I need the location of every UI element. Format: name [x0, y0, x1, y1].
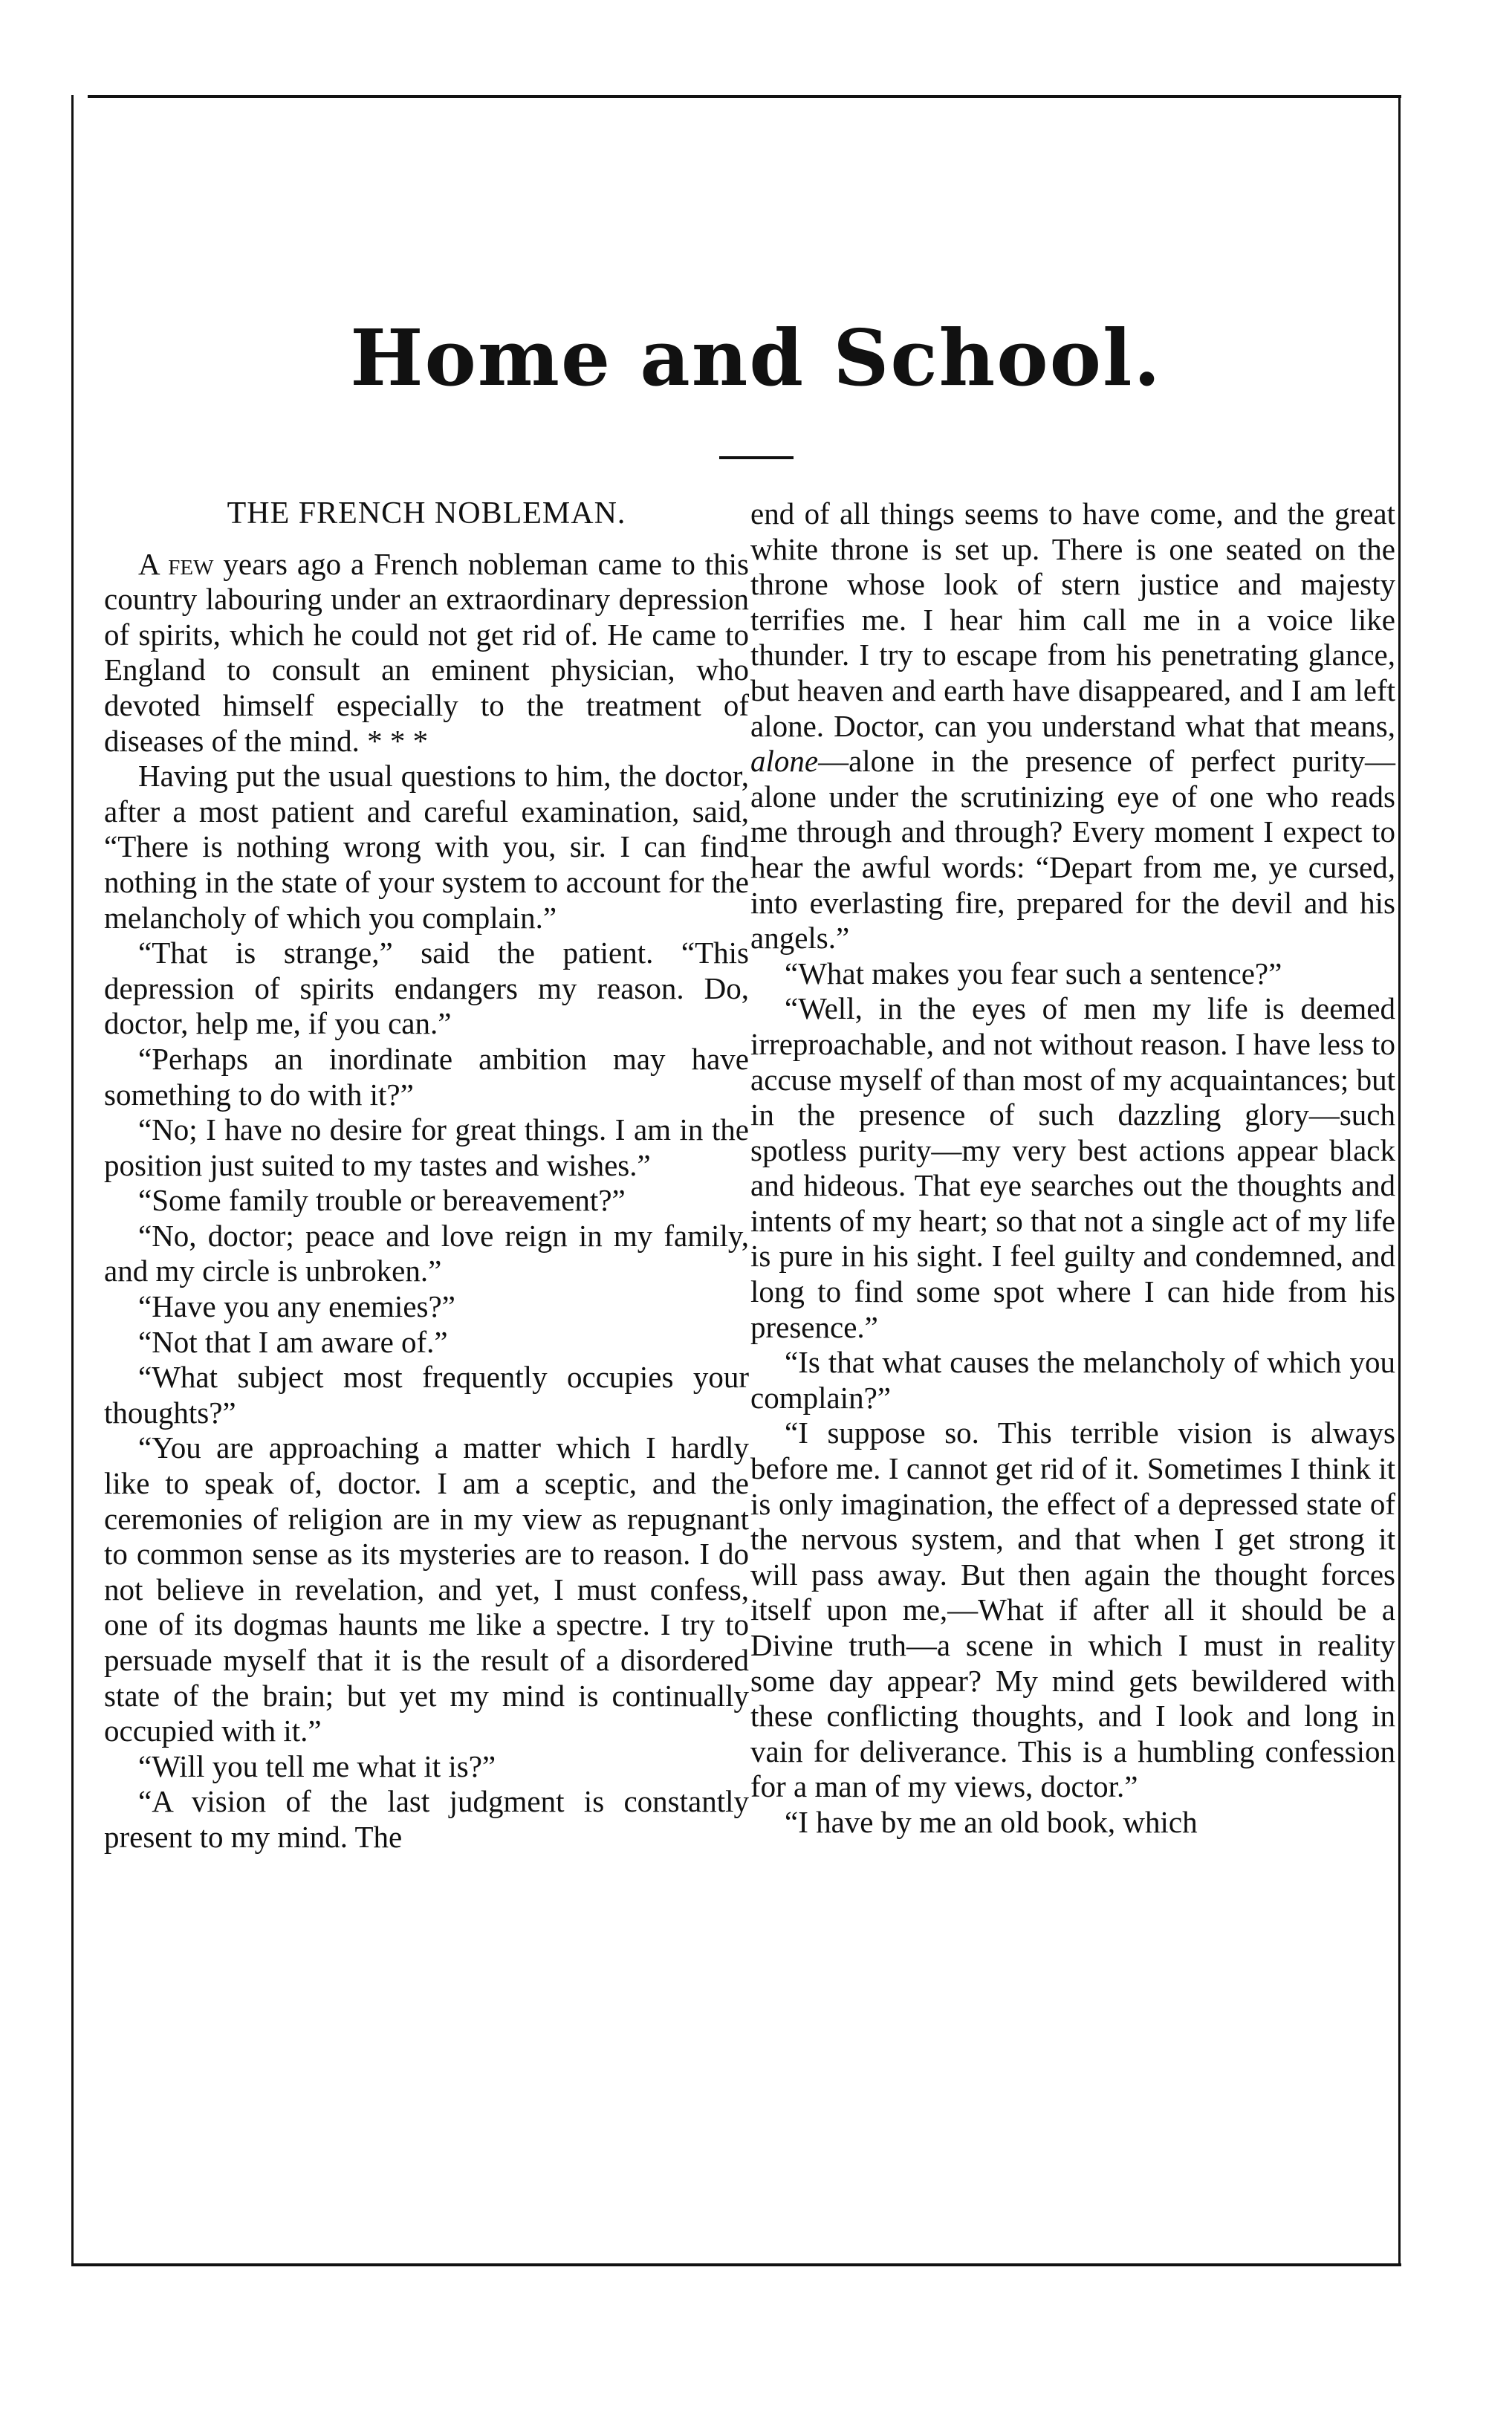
paragraph: “Well, in the eyes of men my life is deemed irreproachable, and not without reason. I have less to accuse myself of than most of my acquaintances; but in the presence of such dazzling glory—such spotless purity—my very best actions appear black and hideous. That eye searches out the thoughts and intents of my heart; so that not a single act of my life is pure in his sight. I feel guilty and condemned, and long to find some spot where I can hide from his presence.”: [750, 991, 1395, 1344]
paragraph: Having put the usual questions to him, the doctor, after a most patient and careful examination, said, “There is nothing wrong with you, sir. I can find nothing in the state of your system to account for the melancholy of which you complain.”: [104, 759, 749, 935]
article-title: THE FRENCH NOBLEMAN.: [227, 496, 626, 531]
page-border-right: [1398, 95, 1401, 2266]
paragraph: “What makes you fear such a sentence?”: [785, 956, 1282, 990]
paragraph-text: —alone in the presence of perfect purity—alone under the scrutinizing eye of one who reads me through and through? Every moment I expect to hear the awful words: “Depart from me, ye cursed, into everlasting fire, prepared for the devil and his angels.”: [750, 744, 1395, 956]
paragraph: [104, 547, 749, 759]
page-border-bottom: [71, 2263, 1401, 2266]
paragraph: “Not that I am aware of.”: [138, 1324, 448, 1359]
heading-divider: [719, 456, 794, 459]
lead-smallcaps: A few: [138, 546, 214, 581]
paragraph: “What subject most frequently occupies your thoughts?”: [104, 1360, 749, 1430]
page-border-top: [88, 95, 1401, 98]
paragraph: “Will you tell me what it is?”: [138, 1748, 496, 1783]
section-heading: Home and School.: [350, 312, 1162, 403]
paragraph-continued: [750, 496, 1395, 956]
page-border-left: [71, 95, 74, 2266]
paragraph: “A vision of the last judgment is constantly present to my mind. The: [104, 1784, 749, 1854]
paragraph: “Is that what causes the melancholy of which you complain?”: [750, 1345, 1395, 1415]
paragraph: “Perhaps an inordinate ambition may have something to do with it?”: [104, 1041, 749, 1112]
emphasis-text: alone: [750, 744, 819, 779]
paragraph: “No; I have no desire for great things. I am in the position just suited to my tastes and wishes.”: [104, 1112, 749, 1182]
paragraph: “Some family trouble or bereavement?”: [138, 1183, 626, 1218]
paragraph: “I have by me an old book, which: [785, 1804, 1198, 1839]
paragraph: “You are approaching a matter which I hardly like to speak of, doctor. I am a sceptic, and the ceremonies of religion are in my view as repugnant to common sense as its mysteries are to reason. I do not believe in revelation, and yet, I must confess, one of its dogmas haunts me like a spectre. I try to persuade myself that it is the result of a disordered state of the brain; but yet my mind is continually occupied with it.”: [104, 1430, 749, 1748]
paragraph: “Have you any enemies?”: [138, 1289, 455, 1324]
left-column: [104, 496, 749, 1855]
paragraph: “No, doctor; peace and love reign in my family, and my circle is unbroken.”: [104, 1218, 749, 1288]
paragraph: “I suppose so. This terrible vision is always before me. I cannot get rid of it. Sometimes I think it is only imagination, the effect of a depressed state of the nervous system, and that when I get strong it will pass away. But then again the thought forces itself upon me,—What if after all it should be a Divine truth—a scene in which I must in reality some day appear? My mind gets bewildered with these conflicting thoughts, and I look and long in vain for deliverance. This is a humbling confession for a man of my views, doctor.”: [750, 1416, 1395, 1804]
paragraph-text: years ago a French nobleman came to this country labouring under an extraordinary depression of spirits, which he could not get rid of. He came to England to consult an eminent physician, who devoted himself especially to the treatment of diseases of the mind. * * *: [104, 546, 750, 758]
paragraph-text: end of all things seems to have come, and the great white throne is set up. There is one seated on the throne whose look of stern justice and majesty terrifies me. I hear him call me in a voice like thunder. I try to escape from his penetrating glance, but heaven and earth have disappeared, and I am left alone. Doctor, can you understand what that means,: [750, 496, 1395, 743]
right-column: [750, 496, 1395, 1841]
paragraph: “That is strange,” said the patient. “This depression of spirits endangers my reason. Do, doctor, help me, if you can.”: [104, 936, 749, 1041]
